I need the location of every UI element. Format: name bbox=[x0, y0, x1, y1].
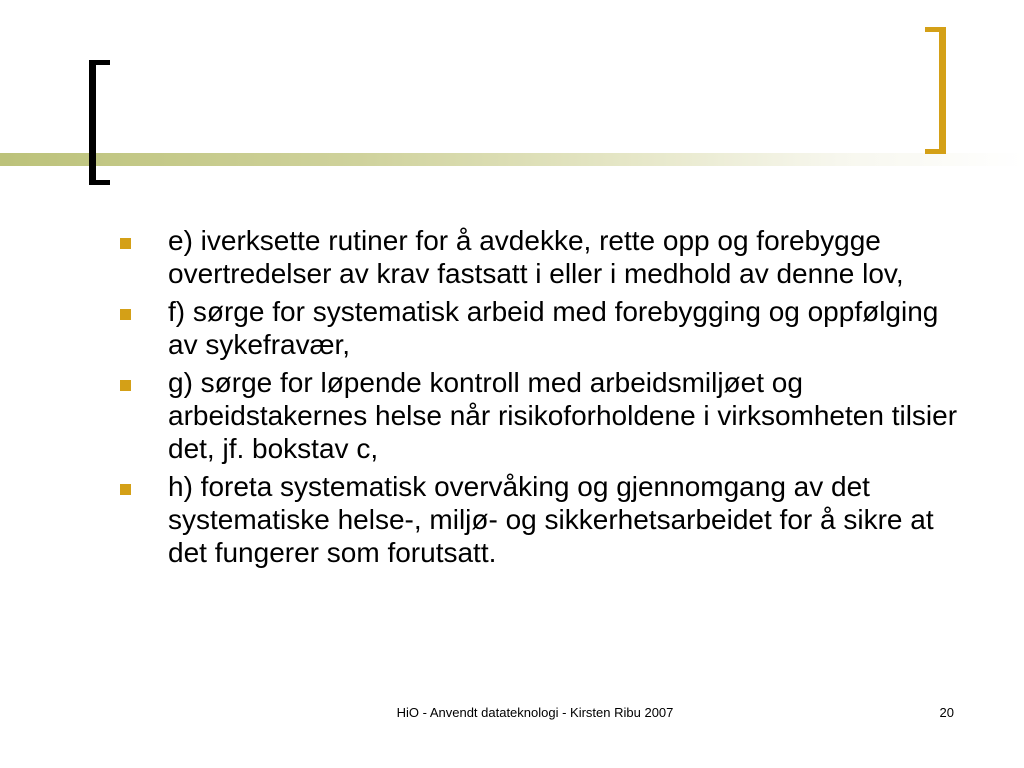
square-bullet-icon bbox=[120, 238, 131, 249]
bullet-text: h) foreta systematisk overvåking og gjennomgang av det systematiske helse-, miljø- og sikkerhetsarbeidet for å sikre at det fungerer som forutsatt. bbox=[168, 471, 934, 568]
bullet-item-g bbox=[118, 366, 958, 465]
bullet-text: e) iverksette rutiner for å avdekke, rette opp og forebygge overtredelser av krav fastsatt i eller i medhold av denne lov, bbox=[168, 225, 904, 289]
right-bracket-decoration bbox=[925, 27, 946, 154]
bullet-text: f) sørge for systematisk arbeid med forebygging og oppfølging av sykefravær, bbox=[168, 296, 939, 360]
square-bullet-icon bbox=[120, 309, 131, 320]
slide-content bbox=[118, 224, 958, 574]
bullet-list bbox=[118, 224, 958, 569]
bullet-item-f bbox=[118, 295, 958, 361]
bullet-text: g) sørge for løpende kontroll med arbeidsmiljøet og arbeidstakernes helse når risikoforholdene i virksomheten tilsier det, jf. bokstav c, bbox=[168, 367, 958, 464]
bullet-item-h bbox=[118, 470, 958, 569]
square-bullet-icon bbox=[120, 484, 131, 495]
square-bullet-icon bbox=[120, 380, 131, 391]
bullet-item-e bbox=[118, 224, 958, 290]
page-number: 20 bbox=[939, 705, 954, 720]
title-underline-band bbox=[0, 153, 1024, 166]
left-bracket-decoration bbox=[89, 60, 110, 185]
slide-footer: HiO - Anvendt datateknologi - Kirsten Ribu 2007 bbox=[396, 705, 674, 720]
